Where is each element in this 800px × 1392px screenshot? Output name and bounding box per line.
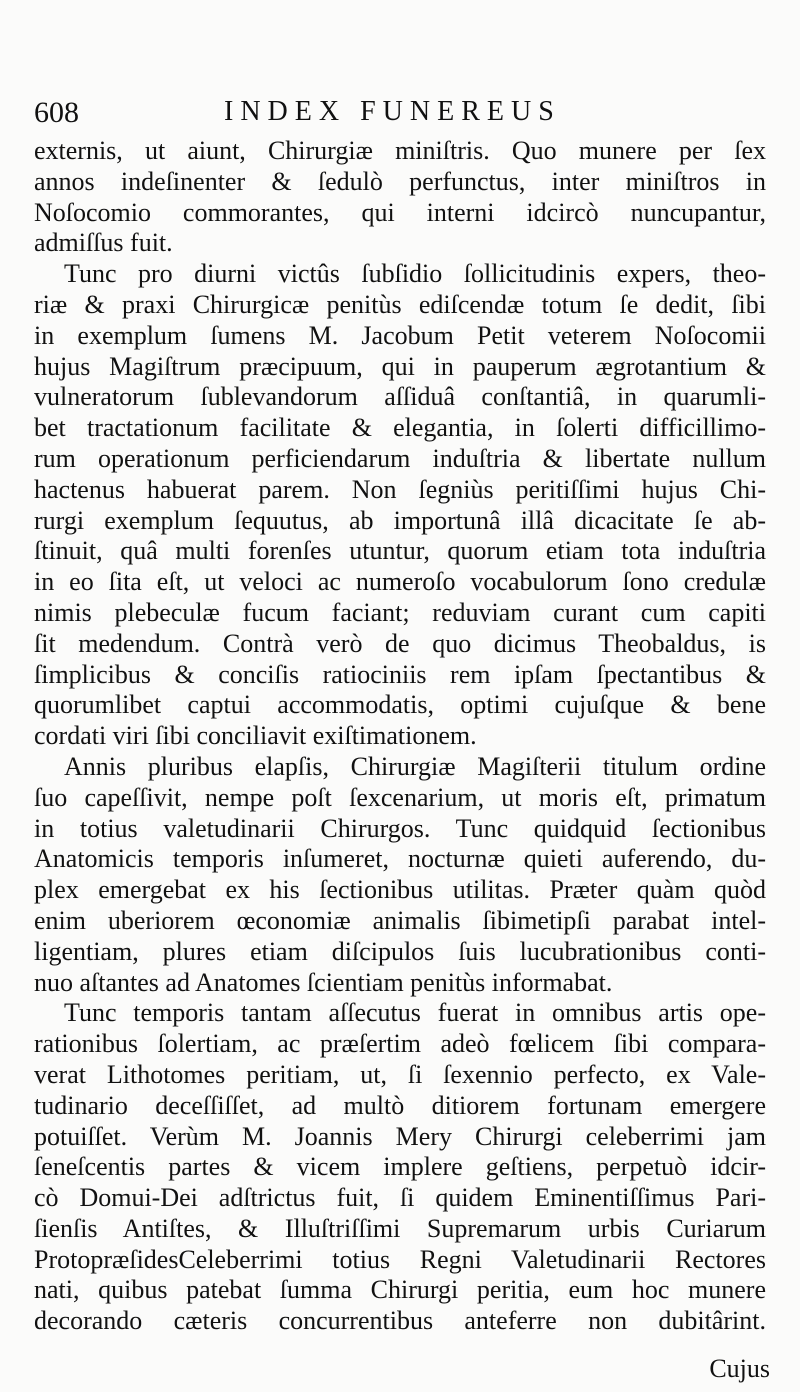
text-line: cordati viri ſibi conciliavit exiſtimationem. [34,721,477,751]
text-line: hujus Magiſtrum præcipuum, qui in pauperum ægrotantium & [34,351,766,381]
text-line: vulneratorum ſublevandorum aſſiduâ conſtantiâ, in quarumli- [34,382,766,412]
text-line: decorando cæteris concurrentibus anteferre non dubitârint. [34,1306,766,1336]
text-line: enim uberiorem œconomiæ animalis ſibimetipſi parabat intel- [34,905,766,935]
text-line: cò Domui-Dei adſtrictus fuit, ſi quidem Eminentiſſimus Pari- [34,1183,766,1213]
text-line: potuiſſet. Verùm M. Joannis Mery Chirurgi celeberrimi jam [34,1121,766,1151]
text-line: verat Lithotomes peritiam, ut, ſi ſexennio perfecto, ex Vale- [34,1059,766,1089]
text-line: bet tractationum facilitate & elegantia, in ſolerti difficillimo- [34,413,766,443]
text-line: ſit medendum. Contrà verò de quo dicimus Theobaldus, is [34,628,766,658]
paragraph-first-line: Tunc pro diurni victûs ſubſidio ſollicitudinis expers, theo- [64,259,766,289]
text-line: tudinario deceſſiſſet, ad multò ditiorem fortunam emergere [34,1090,766,1120]
text-line: in eo ſita eſt, ut veloci ac numeroſo vocabulorum ſono credulæ [34,567,766,597]
text-line: ſienſis Antiſtes, & Illuſtriſſimi Supremarum urbis Curiarum [34,1213,766,1243]
running-title: INDEX FUNEREUS [224,96,561,127]
text-line: annos indeſinenter & ſedulò perfunctus, inter miniſtros in [34,166,766,196]
text-line: ſtinuit, quâ multi forenſes utuntur, quorum etiam tota induſtria [34,536,766,566]
text-line: ſimplicibus & conciſis ratiociniis rem ipſam ſpectantibus & [34,659,766,689]
text-line: riæ & praxi Chirurgicæ penitùs ediſcendæ totum ſe dedit, ſibi [34,289,766,319]
text-line: quorumlibet captui accommodatis, optimi cujuſque & bene [34,690,766,720]
text-line: rationibus ſolertiam, ac præſertim adeò fœlicem ſibi compara- [34,1029,766,1059]
body-text [34,136,766,1337]
text-line: nati, quibus patebat ſumma Chirurgi peritia, eum hoc munere [34,1275,766,1305]
text-line: admiſſus fuit. [34,228,173,258]
text-line: ProtopræſidesCeleberrimi totius Regni Valetudinarii Rectores [34,1244,766,1274]
text-line: ſeneſcentis partes & vicem implere geſtiens, perpetuò idcir- [34,1152,766,1182]
text-line: rurgi exemplum ſequutus, ab importunâ illâ dicacitate ſe ab- [34,505,766,535]
text-line: nuo aſtantes ad Anatomes ſcientiam penitùs informabat. [34,967,613,997]
paragraph-first-line: Tunc temporis tantam aſſecutus fuerat in omnibus artis ope- [64,998,766,1028]
text-line: hactenus habuerat parem. Non ſegniùs peritiſſimi hujus Chi- [34,474,766,504]
text-line: plex emergebat ex his ſectionibus utilitas. Præter quàm quòd [34,875,766,905]
text-line: Noſocomio commorantes, qui interni idcircò nuncupantur, [34,197,766,227]
page-number: 608 [34,96,79,129]
text-line: ſuo capeſſivit, nempe poſt ſexcenarium, ut moris eſt, primatum [34,782,766,812]
text-line: nimis plebeculæ fucum faciant; reduviam curant cum capiti [34,597,766,627]
text-line: externis, ut aiunt, Chirurgiæ miniſtris. Quo munere per ſex [34,136,766,165]
text-line: in exemplum ſumens M. Jacobum Petit veterem Noſocomii [34,320,766,350]
text-line: rum operationum perficiendarum induſtria & libertate nullum [34,443,766,473]
page-header [34,96,754,132]
paragraph-first-line: Annis pluribus elapſis, Chirurgiæ Magiſterii titulum ordine [64,751,766,781]
text-line: ligentiam, plures etiam diſcipulos ſuis lucubrationibus conti- [34,936,766,966]
catchword: Cujus [709,1354,770,1383]
text-line: in totius valetudinarii Chirurgos. Tunc quidquid ſectionibus [34,813,766,843]
text-line: Anatomicis temporis inſumeret, nocturnæ quieti auferendo, du- [34,844,766,874]
